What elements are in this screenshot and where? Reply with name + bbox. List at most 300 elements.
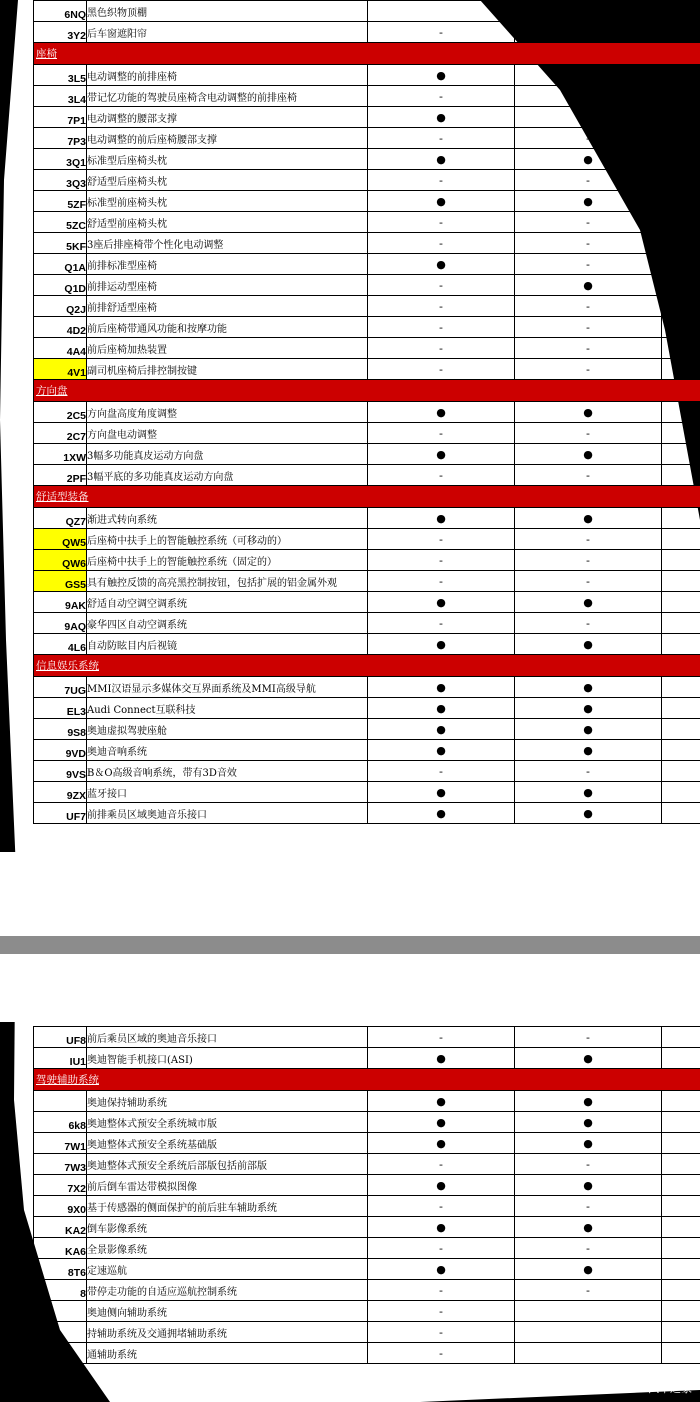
- trim-2-value: ●: [515, 677, 662, 698]
- option-description: 豪华四区自动空调系统: [87, 613, 368, 634]
- spec-table-upper: [33, 0, 700, 824]
- option-description: 奥迪整体式预安全系统城市版: [87, 1112, 368, 1133]
- trim-2-value: -: [515, 170, 662, 191]
- trim-2-value: [515, 65, 662, 86]
- option-description: 通辅助系统: [87, 1343, 368, 1364]
- option-code: Q1D: [34, 275, 87, 296]
- trim-1-value: ●: [368, 677, 515, 698]
- trim-3-value: [662, 1154, 700, 1175]
- trim-3-value: [662, 86, 700, 107]
- watermark: 汽车之家: [648, 1382, 692, 1395]
- option-description: 舒适型后座椅头枕: [87, 170, 368, 191]
- option-code: 5ZC: [34, 212, 87, 233]
- option-code: 7P1: [34, 107, 87, 128]
- option-code: [34, 1091, 87, 1112]
- option-description: 奥迪智能手机接口(ASI): [87, 1048, 368, 1069]
- section-header-cell: [34, 1069, 700, 1091]
- trim-3-value: [662, 529, 700, 550]
- trim-1-value: -: [368, 613, 515, 634]
- trim-2-value: -: [515, 359, 662, 380]
- option-description: 定速巡航: [87, 1259, 368, 1280]
- section-header-cell: [34, 655, 700, 677]
- option-code: 3Q1: [34, 149, 87, 170]
- trim-1-value: -: [368, 1027, 515, 1048]
- trim-1-value: -: [368, 465, 515, 486]
- trim-2-value: ●: [515, 275, 662, 296]
- option-code: 9AQ: [34, 613, 87, 634]
- table-row: [34, 1343, 700, 1364]
- trim-2-value: -: [515, 317, 662, 338]
- option-code: 7P3: [34, 128, 87, 149]
- trim-2-value: [515, 22, 662, 43]
- trim-1-value: -: [368, 22, 515, 43]
- trim-2-value: ●: [515, 1259, 662, 1280]
- trim-3-value: [662, 508, 700, 529]
- option-code: QW6: [34, 550, 87, 571]
- section-title: 舒适型装备: [36, 491, 89, 503]
- trim-2-value: ●: [515, 1133, 662, 1154]
- option-description: 3幅多功能真皮运动方向盘: [87, 444, 368, 465]
- option-code: Q1A: [34, 254, 87, 275]
- option-code: [34, 1322, 87, 1343]
- trim-3-value: [662, 1343, 700, 1364]
- option-description: 奥迪整体式预安全系统后部版包括前部版: [87, 1154, 368, 1175]
- option-code: 9AK: [34, 592, 87, 613]
- table-row: [34, 149, 700, 170]
- trim-2-value: -: [515, 613, 662, 634]
- option-code: 2C7: [34, 423, 87, 444]
- option-code: GS5: [34, 571, 87, 592]
- trim-2-value: -: [515, 212, 662, 233]
- trim-1-value: ●: [368, 402, 515, 423]
- trim-2-value: [515, 1301, 662, 1322]
- trim-2-value: ●: [515, 740, 662, 761]
- option-code: 8T6: [34, 1259, 87, 1280]
- option-description: 基于传感器的侧面保护的前后驻车辅助系统: [87, 1196, 368, 1217]
- option-code: 7X2: [34, 1175, 87, 1196]
- trim-2-value: -: [515, 529, 662, 550]
- table-row: [34, 1175, 700, 1196]
- trim-2-value: [515, 1, 662, 22]
- trim-1-value: ●: [368, 803, 515, 824]
- option-description: 全景影像系统: [87, 1238, 368, 1259]
- trim-1-value: [368, 1, 515, 22]
- table-row: [34, 1196, 700, 1217]
- trim-2-value: ●: [515, 1091, 662, 1112]
- table-row: [34, 782, 700, 803]
- table-row: [34, 1133, 700, 1154]
- table-row: [34, 1238, 700, 1259]
- option-code: UF8: [34, 1027, 87, 1048]
- trim-2-value: ●: [515, 719, 662, 740]
- option-code: KA2: [34, 1217, 87, 1238]
- section-title: 方向盘: [36, 385, 68, 397]
- trim-2-value: -: [515, 233, 662, 254]
- trim-1-value: -: [368, 1280, 515, 1301]
- trim-3-value: [662, 338, 700, 359]
- table-row: [34, 698, 700, 719]
- trim-2-value: ●: [515, 508, 662, 529]
- table-row: [34, 529, 700, 550]
- option-description: 奥迪音响系统: [87, 740, 368, 761]
- trim-1-value: -: [368, 1154, 515, 1175]
- trim-3-value: [662, 698, 700, 719]
- trim-1-value: -: [368, 571, 515, 592]
- trim-1-value: -: [368, 1301, 515, 1322]
- table-row: [34, 1091, 700, 1112]
- trim-1-value: ●: [368, 1112, 515, 1133]
- trim-1-value: ●: [368, 1259, 515, 1280]
- option-description: 电动调整的腰部支撑: [87, 107, 368, 128]
- trim-3-value: [662, 782, 700, 803]
- option-description: 奥迪侧向辅助系统: [87, 1301, 368, 1322]
- table-row: [34, 254, 700, 275]
- trim-1-value: -: [368, 1238, 515, 1259]
- trim-3-value: [662, 191, 700, 212]
- trim-3-value: [662, 571, 700, 592]
- section-title: 座椅: [36, 48, 57, 60]
- table-row: [34, 1, 700, 22]
- option-code: 2PF: [34, 465, 87, 486]
- table-row: [34, 613, 700, 634]
- option-description: B＆O高级音响系统，带有3D音效: [87, 761, 368, 782]
- trim-3-value: [662, 761, 700, 782]
- trim-1-value: -: [368, 296, 515, 317]
- table-row: [34, 191, 700, 212]
- trim-1-value: -: [368, 529, 515, 550]
- trim-1-value: ●: [368, 107, 515, 128]
- trim-2-value: ●: [515, 803, 662, 824]
- trim-3-value: [662, 1322, 700, 1343]
- page-separator: [0, 936, 700, 954]
- trim-1-value: ●: [368, 719, 515, 740]
- option-description: 带记忆功能的驾驶员座椅含电动调整的前排座椅: [87, 86, 368, 107]
- table-row: [34, 1112, 700, 1133]
- option-code: QZ7: [34, 508, 87, 529]
- table-row: [34, 338, 700, 359]
- table-row: [34, 1301, 700, 1322]
- trim-2-value: -: [515, 1196, 662, 1217]
- trim-3-value: [662, 1112, 700, 1133]
- option-description: 带停走功能的自适应巡航控制系统: [87, 1280, 368, 1301]
- trim-1-value: ●: [368, 634, 515, 655]
- trim-2-value: -: [515, 571, 662, 592]
- trim-2-value: -: [515, 1027, 662, 1048]
- trim-3-value: [662, 212, 700, 233]
- trim-3-value: [662, 170, 700, 191]
- trim-2-value: ●: [515, 698, 662, 719]
- option-code: 1XW: [34, 444, 87, 465]
- option-code: 6k8: [34, 1112, 87, 1133]
- option-description: 后车窗遮阳帘: [87, 22, 368, 43]
- table-row: [34, 212, 700, 233]
- trim-3-value: [662, 1133, 700, 1154]
- trim-1-value: ●: [368, 1133, 515, 1154]
- option-description: 方向盘高度角度调整: [87, 402, 368, 423]
- trim-1-value: -: [368, 1322, 515, 1343]
- trim-3-value: [662, 107, 700, 128]
- trim-2-value: ●: [515, 191, 662, 212]
- trim-3-value: [662, 1048, 700, 1069]
- trim-3-value: [662, 128, 700, 149]
- trim-2-value: ●: [515, 782, 662, 803]
- trim-2-value: ●: [515, 444, 662, 465]
- trim-3-value: [662, 613, 700, 634]
- table-row: [34, 803, 700, 824]
- section-header-cell: [34, 380, 700, 402]
- trim-2-value: -: [515, 338, 662, 359]
- trim-3-value: [662, 1027, 700, 1048]
- trim-2-value: -: [515, 550, 662, 571]
- trim-3-value: [662, 550, 700, 571]
- trim-1-value: ●: [368, 782, 515, 803]
- option-code: 5ZF: [34, 191, 87, 212]
- trim-3-value: [662, 465, 700, 486]
- trim-2-value: -: [515, 128, 662, 149]
- option-description: 前后座椅加热装置: [87, 338, 368, 359]
- trim-2-value: ●: [515, 149, 662, 170]
- trim-3-value: [662, 1238, 700, 1259]
- trim-3-value: [662, 1091, 700, 1112]
- trim-1-value: -: [368, 1196, 515, 1217]
- trim-3-value: [662, 296, 700, 317]
- option-code: 8: [34, 1280, 87, 1301]
- trim-2-value: ●: [515, 1048, 662, 1069]
- trim-3-value: [662, 740, 700, 761]
- trim-1-value: -: [368, 233, 515, 254]
- table-row: [34, 22, 700, 43]
- trim-1-value: -: [368, 761, 515, 782]
- trim-3-value: [662, 423, 700, 444]
- option-description: MMI汉语显示多媒体交互界面系统及MMI高级导航: [87, 677, 368, 698]
- trim-3-value: [662, 317, 700, 338]
- option-description: 后座椅中扶手上的智能触控系统（可移动的）: [87, 529, 368, 550]
- section-header: [34, 43, 700, 65]
- trim-1-value: ●: [368, 65, 515, 86]
- trim-3-value: [662, 803, 700, 824]
- trim-1-value: -: [368, 317, 515, 338]
- section-title: 驾驶辅助系统: [36, 1074, 99, 1086]
- table-row: [34, 761, 700, 782]
- table-row: [34, 719, 700, 740]
- option-code: 9X0: [34, 1196, 87, 1217]
- trim-2-value: -: [515, 423, 662, 444]
- option-code: 5KF: [34, 233, 87, 254]
- trim-2-value: ●: [515, 1217, 662, 1238]
- trim-2-value: ●: [515, 592, 662, 613]
- table-row: [34, 444, 700, 465]
- trim-1-value: ●: [368, 740, 515, 761]
- trim-1-value: ●: [368, 1091, 515, 1112]
- option-code: [34, 1343, 87, 1364]
- option-description: 前后乘员区域的奥迪音乐接口: [87, 1027, 368, 1048]
- option-code: 7W3: [34, 1154, 87, 1175]
- table-row: [34, 402, 700, 423]
- trim-1-value: ●: [368, 444, 515, 465]
- trim-3-value: [662, 359, 700, 380]
- table-row: [34, 1048, 700, 1069]
- table-row: [34, 571, 700, 592]
- trim-1-value: ●: [368, 698, 515, 719]
- trim-1-value: ●: [368, 508, 515, 529]
- option-code: 9VS: [34, 761, 87, 782]
- trim-2-value: ●: [515, 1175, 662, 1196]
- spec-table-lower: [33, 1026, 700, 1364]
- option-description: 标准型后座椅头枕: [87, 149, 368, 170]
- trim-3-value: [662, 402, 700, 423]
- option-code: Q2J: [34, 296, 87, 317]
- table-row: [34, 107, 700, 128]
- trim-3-value: [662, 592, 700, 613]
- trim-3-value: [662, 634, 700, 655]
- trim-1-value: -: [368, 423, 515, 444]
- table-row: [34, 233, 700, 254]
- trim-3-value: [662, 254, 700, 275]
- option-description: 3座后排座椅带个性化电动调整: [87, 233, 368, 254]
- trim-3-value: [662, 1, 700, 22]
- option-description: 电动调整的前排座椅: [87, 65, 368, 86]
- option-code: UF7: [34, 803, 87, 824]
- option-description: 蓝牙接口: [87, 782, 368, 803]
- option-description: 3幅平底的多功能真皮运动方向盘: [87, 465, 368, 486]
- option-description: 舒适自动空调空调系统: [87, 592, 368, 613]
- trim-1-value: -: [368, 359, 515, 380]
- trim-3-value: [662, 22, 700, 43]
- table-row: [34, 275, 700, 296]
- table-row: [34, 740, 700, 761]
- trim-2-value: -: [515, 465, 662, 486]
- option-description: 副司机座椅后排控制按键: [87, 359, 368, 380]
- option-code: 4D2: [34, 317, 87, 338]
- option-description: 后座椅中扶手上的智能触控系统（固定的）: [87, 550, 368, 571]
- option-code: 4A4: [34, 338, 87, 359]
- option-description: 持辅助系统及交通拥堵辅助系统: [87, 1322, 368, 1343]
- table-row: [34, 634, 700, 655]
- option-code: 7W1: [34, 1133, 87, 1154]
- option-description: 倒车影像系统: [87, 1217, 368, 1238]
- trim-3-value: [662, 719, 700, 740]
- option-code: [34, 1301, 87, 1322]
- option-code: 4V1: [34, 359, 87, 380]
- trim-3-value: [662, 1217, 700, 1238]
- trim-2-value: [515, 1322, 662, 1343]
- trim-3-value: [662, 1280, 700, 1301]
- section-header: [34, 655, 700, 677]
- trim-3-value: [662, 65, 700, 86]
- option-description: 标准型前座椅头枕: [87, 191, 368, 212]
- option-description: 奥迪保持辅助系统: [87, 1091, 368, 1112]
- table-row: [34, 677, 700, 698]
- table-row: [34, 128, 700, 149]
- trim-2-value: -: [515, 1238, 662, 1259]
- table-row: [34, 1280, 700, 1301]
- trim-1-value: -: [368, 1343, 515, 1364]
- trim-2-value: ●: [515, 634, 662, 655]
- trim-2-value: [515, 1343, 662, 1364]
- trim-2-value: -: [515, 761, 662, 782]
- option-code: 7UG: [34, 677, 87, 698]
- trim-3-value: [662, 677, 700, 698]
- trim-1-value: -: [368, 275, 515, 296]
- option-code: EL3: [34, 698, 87, 719]
- table-row: [34, 359, 700, 380]
- option-description: 舒适型前座椅头枕: [87, 212, 368, 233]
- option-description: 奥迪虚拟驾驶座舱: [87, 719, 368, 740]
- table-row: [34, 1217, 700, 1238]
- trim-2-value: -: [515, 1280, 662, 1301]
- option-code: QW5: [34, 529, 87, 550]
- option-description: 方向盘电动调整: [87, 423, 368, 444]
- trim-1-value: -: [368, 212, 515, 233]
- trim-3-value: [662, 275, 700, 296]
- trim-1-value: ●: [368, 191, 515, 212]
- option-description: 电动调整的前后座椅腰部支撑: [87, 128, 368, 149]
- trim-2-value: ●: [515, 402, 662, 423]
- trim-1-value: ●: [368, 254, 515, 275]
- trim-1-value: -: [368, 550, 515, 571]
- table-row: [34, 86, 700, 107]
- trim-3-value: [662, 233, 700, 254]
- option-code: 3L5: [34, 65, 87, 86]
- section-header: [34, 486, 700, 508]
- option-description: 前后倒车雷达带模拟图像: [87, 1175, 368, 1196]
- trim-2-value: ●: [515, 86, 662, 107]
- option-code: 9VD: [34, 740, 87, 761]
- trim-1-value: -: [368, 170, 515, 191]
- trim-2-value: -: [515, 254, 662, 275]
- section-header: [34, 1069, 700, 1091]
- trim-3-value: [662, 1259, 700, 1280]
- section-header-cell: [34, 486, 700, 508]
- table-row: [34, 465, 700, 486]
- trim-1-value: ●: [368, 1048, 515, 1069]
- table-row: [34, 423, 700, 444]
- section-header-cell: [34, 43, 700, 65]
- option-code: 2C5: [34, 402, 87, 423]
- option-code: KA6: [34, 1238, 87, 1259]
- option-description: 黑色织物顶棚: [87, 1, 368, 22]
- trim-3-value: [662, 1196, 700, 1217]
- table-row: [34, 170, 700, 191]
- option-code: IU1: [34, 1048, 87, 1069]
- table-row: [34, 592, 700, 613]
- trim-3-value: [662, 444, 700, 465]
- option-description: 奥迪整体式预安全系统基础版: [87, 1133, 368, 1154]
- option-code: 6NQ: [34, 1, 87, 22]
- table-row: [34, 550, 700, 571]
- table-row: [34, 1259, 700, 1280]
- section-title: 信息娱乐系统: [36, 660, 99, 672]
- section-header: [34, 380, 700, 402]
- option-description: 前后座椅带通风功能和按摩功能: [87, 317, 368, 338]
- option-description: 自动防眩目内后视镜: [87, 634, 368, 655]
- option-code: 3Y2: [34, 22, 87, 43]
- trim-1-value: ●: [368, 149, 515, 170]
- trim-1-value: -: [368, 86, 515, 107]
- table-row: [34, 296, 700, 317]
- trim-1-value: ●: [368, 1175, 515, 1196]
- option-description: 具有触控反馈的高亮黑控制按钮，包括扩展的铝金属外观: [87, 571, 368, 592]
- table-row: [34, 317, 700, 338]
- option-code: 4L6: [34, 634, 87, 655]
- table-row: [34, 1154, 700, 1175]
- trim-1-value: -: [368, 338, 515, 359]
- option-code: 3Q3: [34, 170, 87, 191]
- option-description: Audi Connect互联科技: [87, 698, 368, 719]
- trim-3-value: [662, 1175, 700, 1196]
- table-row: [34, 1322, 700, 1343]
- option-description: 前排运动型座椅: [87, 275, 368, 296]
